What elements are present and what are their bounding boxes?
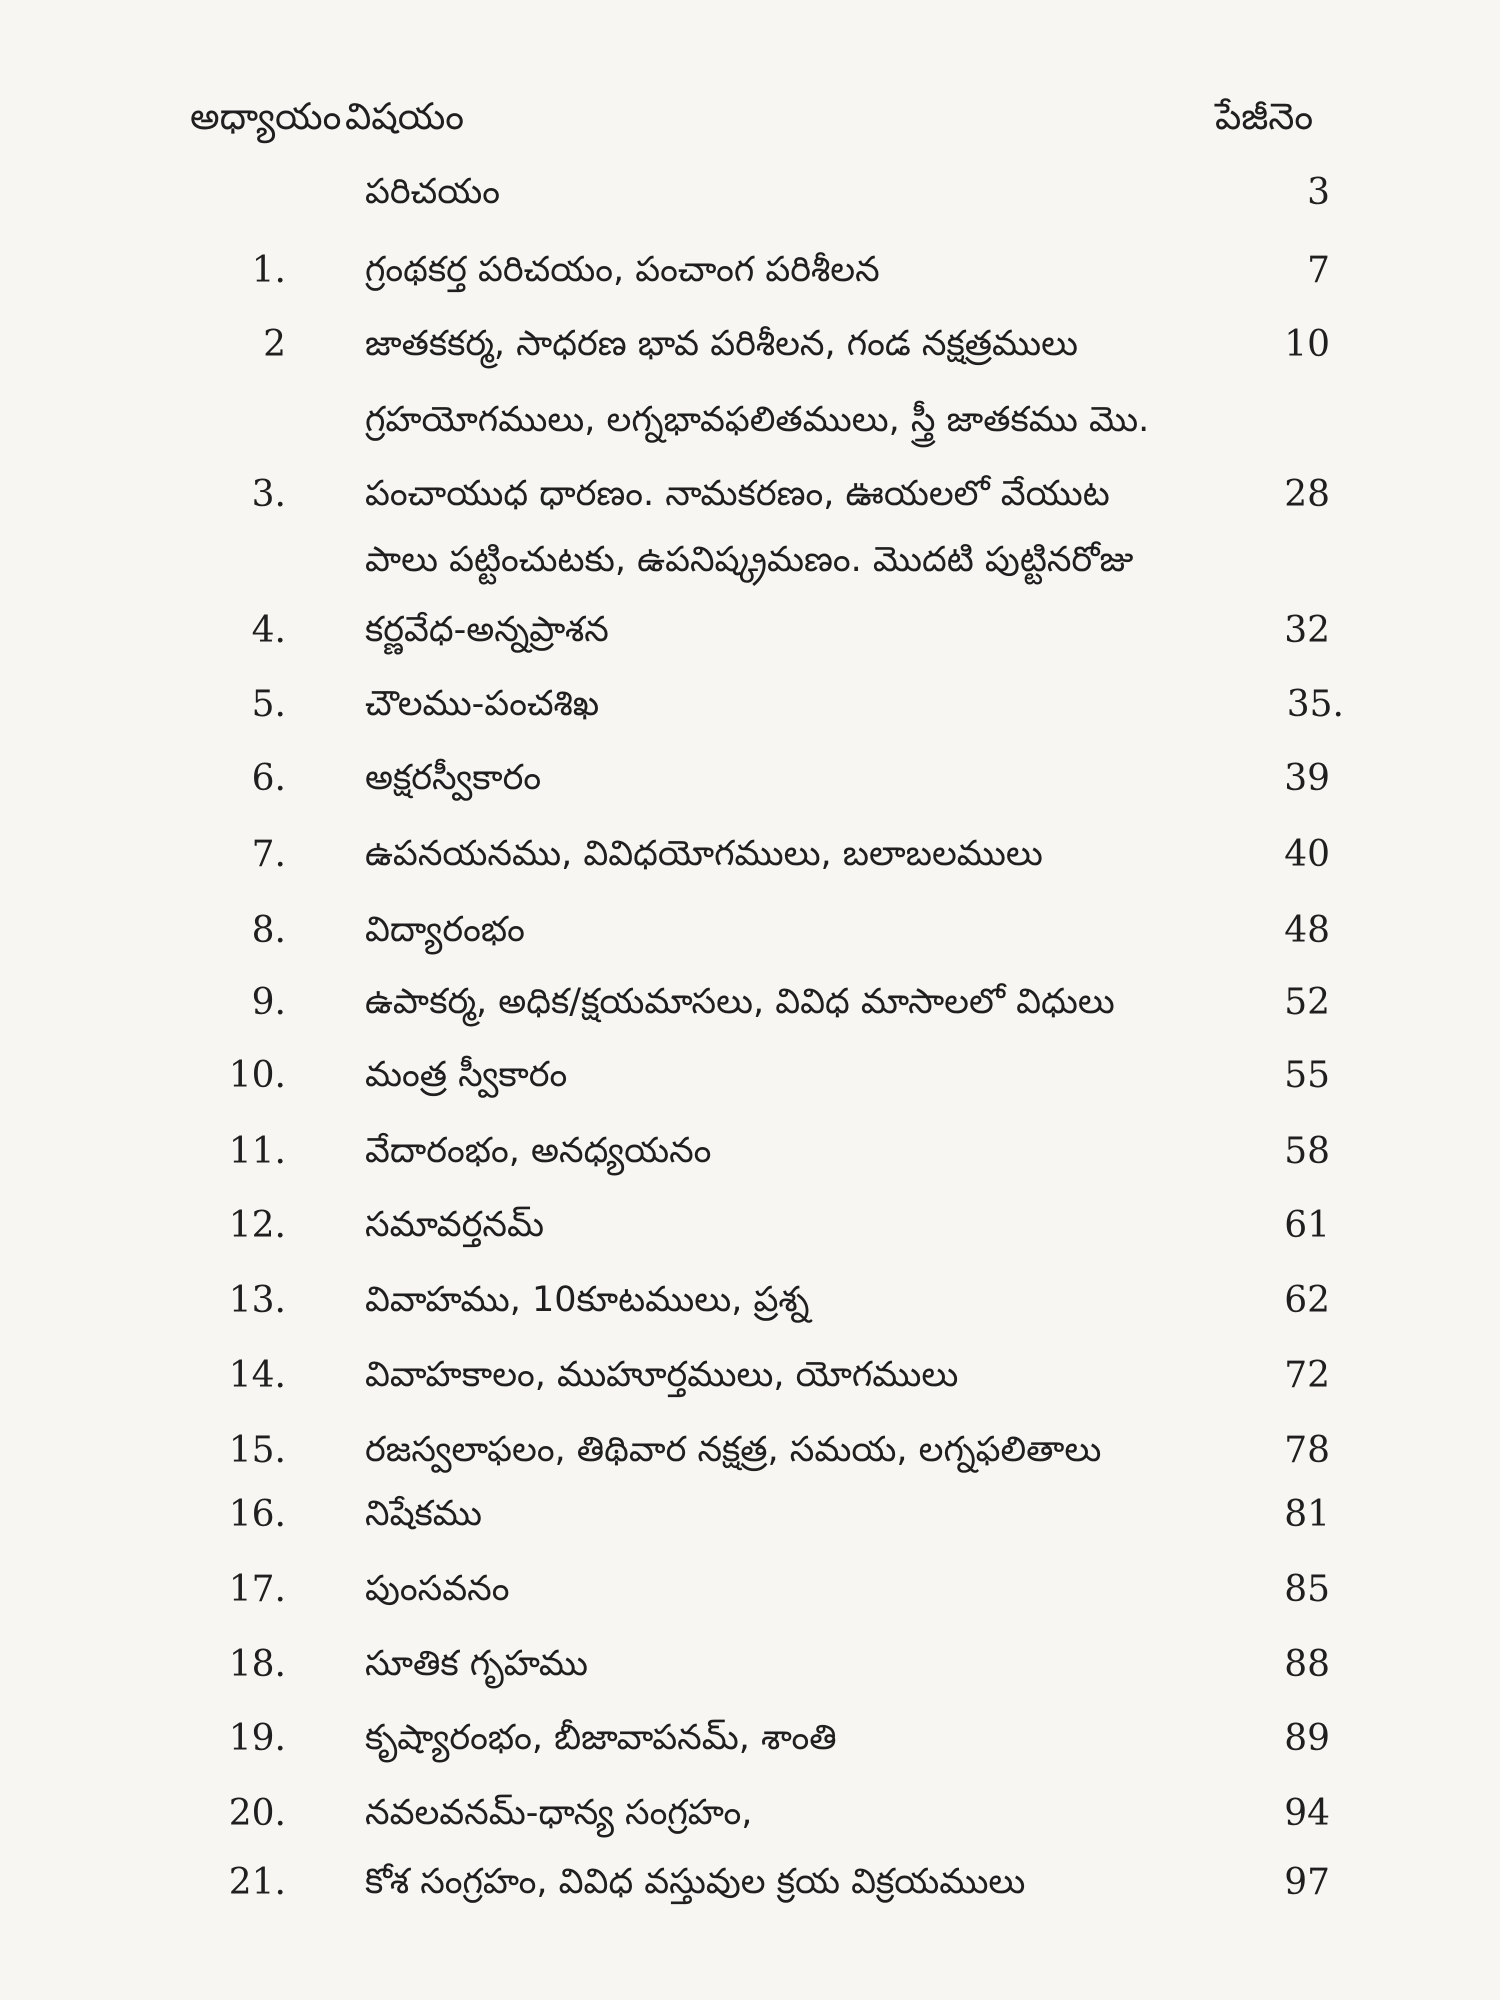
page-column-header: పేజీనెం xyxy=(1215,95,1314,138)
toc-row xyxy=(0,982,1500,1038)
toc-row-continuation xyxy=(0,540,1500,596)
toc-row xyxy=(0,1430,1500,1486)
chapter-number: 17. xyxy=(228,1569,286,1610)
toc-row xyxy=(0,1494,1500,1550)
chapter-subject: విద్యారంభం xyxy=(365,910,525,950)
chapter-subject: పుంసవనం xyxy=(365,1569,510,1609)
toc-row xyxy=(0,1644,1500,1700)
toc-row xyxy=(0,1055,1500,1111)
chapter-subject: గ్రంథకర్త పరిచయం, పంచాంగ పరిశీలన xyxy=(365,250,880,290)
chapter-number: 2 xyxy=(263,324,286,365)
chapter-subject: ఉపనయనము, వివిధయోగములు, బలాబలములు xyxy=(365,834,1043,874)
chapter-number: 6. xyxy=(251,758,286,799)
toc-row xyxy=(0,324,1500,380)
toc-row xyxy=(0,758,1500,814)
page-number: 39 xyxy=(1284,758,1330,799)
chapter-subject: సూతిక గృహము xyxy=(365,1644,588,1684)
toc-row xyxy=(0,1862,1500,1918)
page-number: 88 xyxy=(1284,1644,1330,1685)
chapter-number: 4. xyxy=(251,610,286,651)
page-number: 94 xyxy=(1284,1793,1330,1834)
page-number: 72 xyxy=(1284,1355,1330,1396)
chapter-number: 8. xyxy=(251,910,286,951)
chapter-number: 13. xyxy=(228,1280,286,1321)
chapter-number: 10. xyxy=(228,1055,286,1096)
page-number: 81 xyxy=(1284,1494,1330,1535)
page-number: 89 xyxy=(1284,1718,1330,1759)
page-number: 85 xyxy=(1284,1569,1330,1610)
chapter-subject: పాలు పట్టించుటకు, ఉపనిష్క్రమణం. మొదటి పుట్టినరోజు xyxy=(365,540,1134,580)
toc-row-continuation xyxy=(0,400,1500,456)
toc-row xyxy=(0,1793,1500,1849)
chapter-subject: వివాహకాలం, ముహూర్తములు, యోగములు xyxy=(365,1355,959,1395)
chapter-subject: సమావర్తనమ్ xyxy=(365,1205,544,1245)
page-number: 78 xyxy=(1284,1430,1330,1471)
chapter-subject: రజస్వలాఫలం, తిథివార నక్షత్ర, సమయ, లగ్నఫలితాలు xyxy=(365,1430,1102,1470)
chapter-number: 5. xyxy=(251,684,286,725)
page-number: 97 xyxy=(1284,1862,1330,1903)
chapter-subject: పరిచయం xyxy=(365,172,500,212)
page-number: 58 xyxy=(1284,1131,1330,1172)
chapter-subject: పంచాయుధ ధారణం. నామకరణం, ఊయలలో వేయుట xyxy=(365,474,1110,514)
toc-row xyxy=(0,1569,1500,1625)
chapter-number: 7. xyxy=(251,834,286,875)
chapter-subject: ఉపాకర్మ, అధిక/క్షయమాసలు, వివిధ మాసాలలో విధులు xyxy=(365,982,1115,1022)
chapter-number: 14. xyxy=(228,1355,286,1396)
page-number: 3 xyxy=(1307,172,1330,213)
chapter-subject: కర్ణవేధ-అన్నప్రాశన xyxy=(365,610,609,650)
chapter-subject: కృష్యారంభం, బీజావాపనమ్, శాంతి xyxy=(365,1718,837,1758)
toc-row xyxy=(0,172,1500,228)
chapter-subject: నిషేకము xyxy=(365,1494,482,1534)
toc-row xyxy=(0,834,1500,890)
chapter-subject: వివాహము, 10కూటములు, ప్రశ్న xyxy=(365,1280,810,1320)
page-number: 52 xyxy=(1284,982,1330,1023)
chapter-subject: వేదారంభం, అనధ్యయనం xyxy=(365,1131,712,1171)
toc-row xyxy=(0,684,1500,740)
chapter-subject: నవలవనమ్-ధాన్య సంగ్రహం, xyxy=(365,1793,753,1833)
chapter-column-header: అధ్యాయం xyxy=(190,95,342,138)
subject-column-header: విషయం xyxy=(345,95,465,138)
chapter-number: 3. xyxy=(251,474,286,515)
page-number: 7 xyxy=(1307,250,1330,291)
page-number: 62 xyxy=(1284,1280,1330,1321)
chapter-subject: అక్షరస్వీకారం xyxy=(365,758,542,798)
page-number: 55 xyxy=(1284,1055,1330,1096)
page-number: 32 xyxy=(1284,610,1330,651)
page-number: 61 xyxy=(1284,1205,1330,1246)
page-number: 28 xyxy=(1284,474,1330,515)
toc-row xyxy=(0,610,1500,666)
toc-row xyxy=(0,910,1500,966)
page-number: 48 xyxy=(1284,910,1330,951)
chapter-number: 19. xyxy=(228,1718,286,1759)
chapter-number: 20. xyxy=(228,1793,286,1834)
toc-row xyxy=(0,250,1500,306)
chapter-number: 9. xyxy=(251,982,286,1023)
page-number: 40 xyxy=(1284,834,1330,875)
toc-row xyxy=(0,1205,1500,1261)
chapter-subject: మంత్ర స్వీకారం xyxy=(365,1055,568,1095)
chapter-subject: చౌలము-పంచశిఖ xyxy=(365,684,600,724)
chapter-number: 12. xyxy=(228,1205,286,1246)
page-number: 35. xyxy=(1286,684,1344,725)
chapter-number: 21. xyxy=(228,1862,286,1903)
toc-row xyxy=(0,1131,1500,1187)
chapter-number: 15. xyxy=(228,1430,286,1471)
chapter-subject: జాతకకర్మ, సాధరణ భావ పరిశీలన, గండ నక్షత్రములు xyxy=(365,324,1079,364)
toc-row xyxy=(0,1280,1500,1336)
chapter-subject: కోశ సంగ్రహం, వివిధ వస్తువుల క్రయ విక్రయములు xyxy=(365,1862,1026,1902)
page-number: 10 xyxy=(1284,324,1330,365)
toc-row xyxy=(0,1718,1500,1774)
chapter-number: 11. xyxy=(228,1131,286,1172)
toc-row xyxy=(0,474,1500,530)
toc-row xyxy=(0,1355,1500,1411)
chapter-number: 18. xyxy=(228,1644,286,1685)
chapter-number: 1. xyxy=(251,250,286,291)
chapter-number: 16. xyxy=(228,1494,286,1535)
toc-header xyxy=(0,95,1500,155)
chapter-subject: గ్రహయోగములు, లగ్నభావఫలితములు, స్త్రీ జాతకము మొ. xyxy=(365,400,1150,440)
